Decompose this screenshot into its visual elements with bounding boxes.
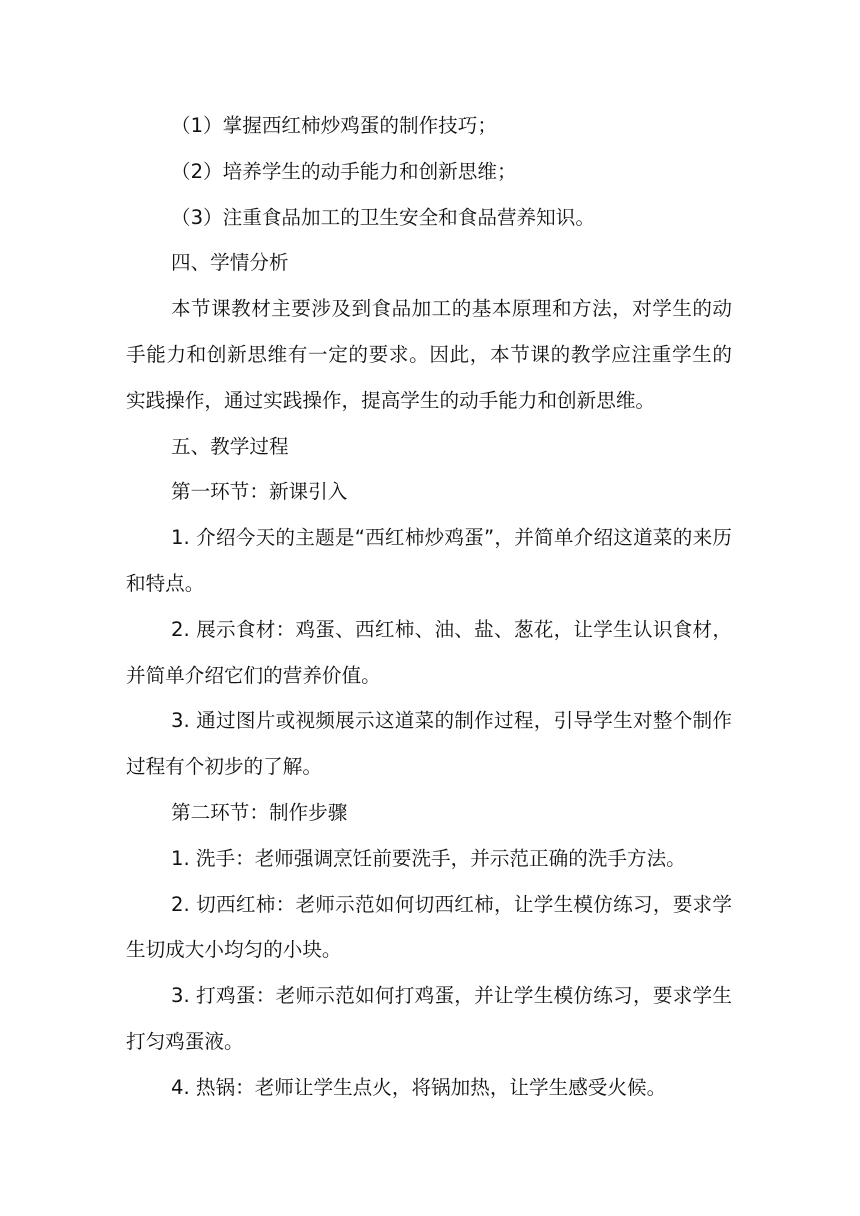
analysis-paragraph: 本节课教材主要涉及到食品加工的基本原理和方法，对学生的动手能力和创新思维有一定的要求。因此，本节课的教学应注重学生的实践操作，通过实践操作，提高学生的动手能力和创新思维。 — [126, 297, 732, 412]
numbered-item: 1. 介绍今天的主题是“西红柿炒鸡蛋”，并简单介绍这道菜的来历和特点。 — [126, 526, 732, 595]
numbered-item: 3. 打鸡蛋：老师示范如何打鸡蛋，并让学生模仿练习，要求学生打匀鸡蛋液。 — [126, 984, 732, 1053]
subsection-heading: 第二环节：制作步骤 — [171, 800, 348, 824]
document-body — [126, 103, 732, 1111]
section-heading: 五、教学过程 — [171, 434, 289, 458]
numbered-item: 3. 通过图片或视频展示这道菜的制作过程，引导学生对整个制作过程有个初步的了解。 — [126, 709, 732, 779]
numbered-item: 2. 展示食材：鸡蛋、西红柿、油、盐、葱花，让学生认识食材，并简单介绍它们的营养价值。 — [126, 617, 732, 687]
objective-item: （3）注重食品加工的卫生安全和食品营养知识。 — [171, 205, 595, 229]
numbered-item: 2. 切西红柿：老师示范如何切西红柿，让学生模仿练习，要求学生切成大小均匀的小块。 — [126, 892, 732, 962]
objective-item: （1）掌握西红柿炒鸡蛋的制作技巧； — [171, 114, 497, 137]
objective-item: （2）培养学生的动手能力和创新思维； — [171, 159, 517, 183]
numbered-item: 4. 热锅：老师让学生点火，将锅加热，让学生感受火候。 — [171, 1075, 667, 1099]
section-heading: 四、学情分析 — [171, 251, 289, 275]
subsection-heading: 第一环节：新课引入 — [171, 480, 348, 504]
numbered-item: 1. 洗手：老师强调烹饪前要洗手，并示范正确的洗手方法。 — [171, 846, 686, 870]
